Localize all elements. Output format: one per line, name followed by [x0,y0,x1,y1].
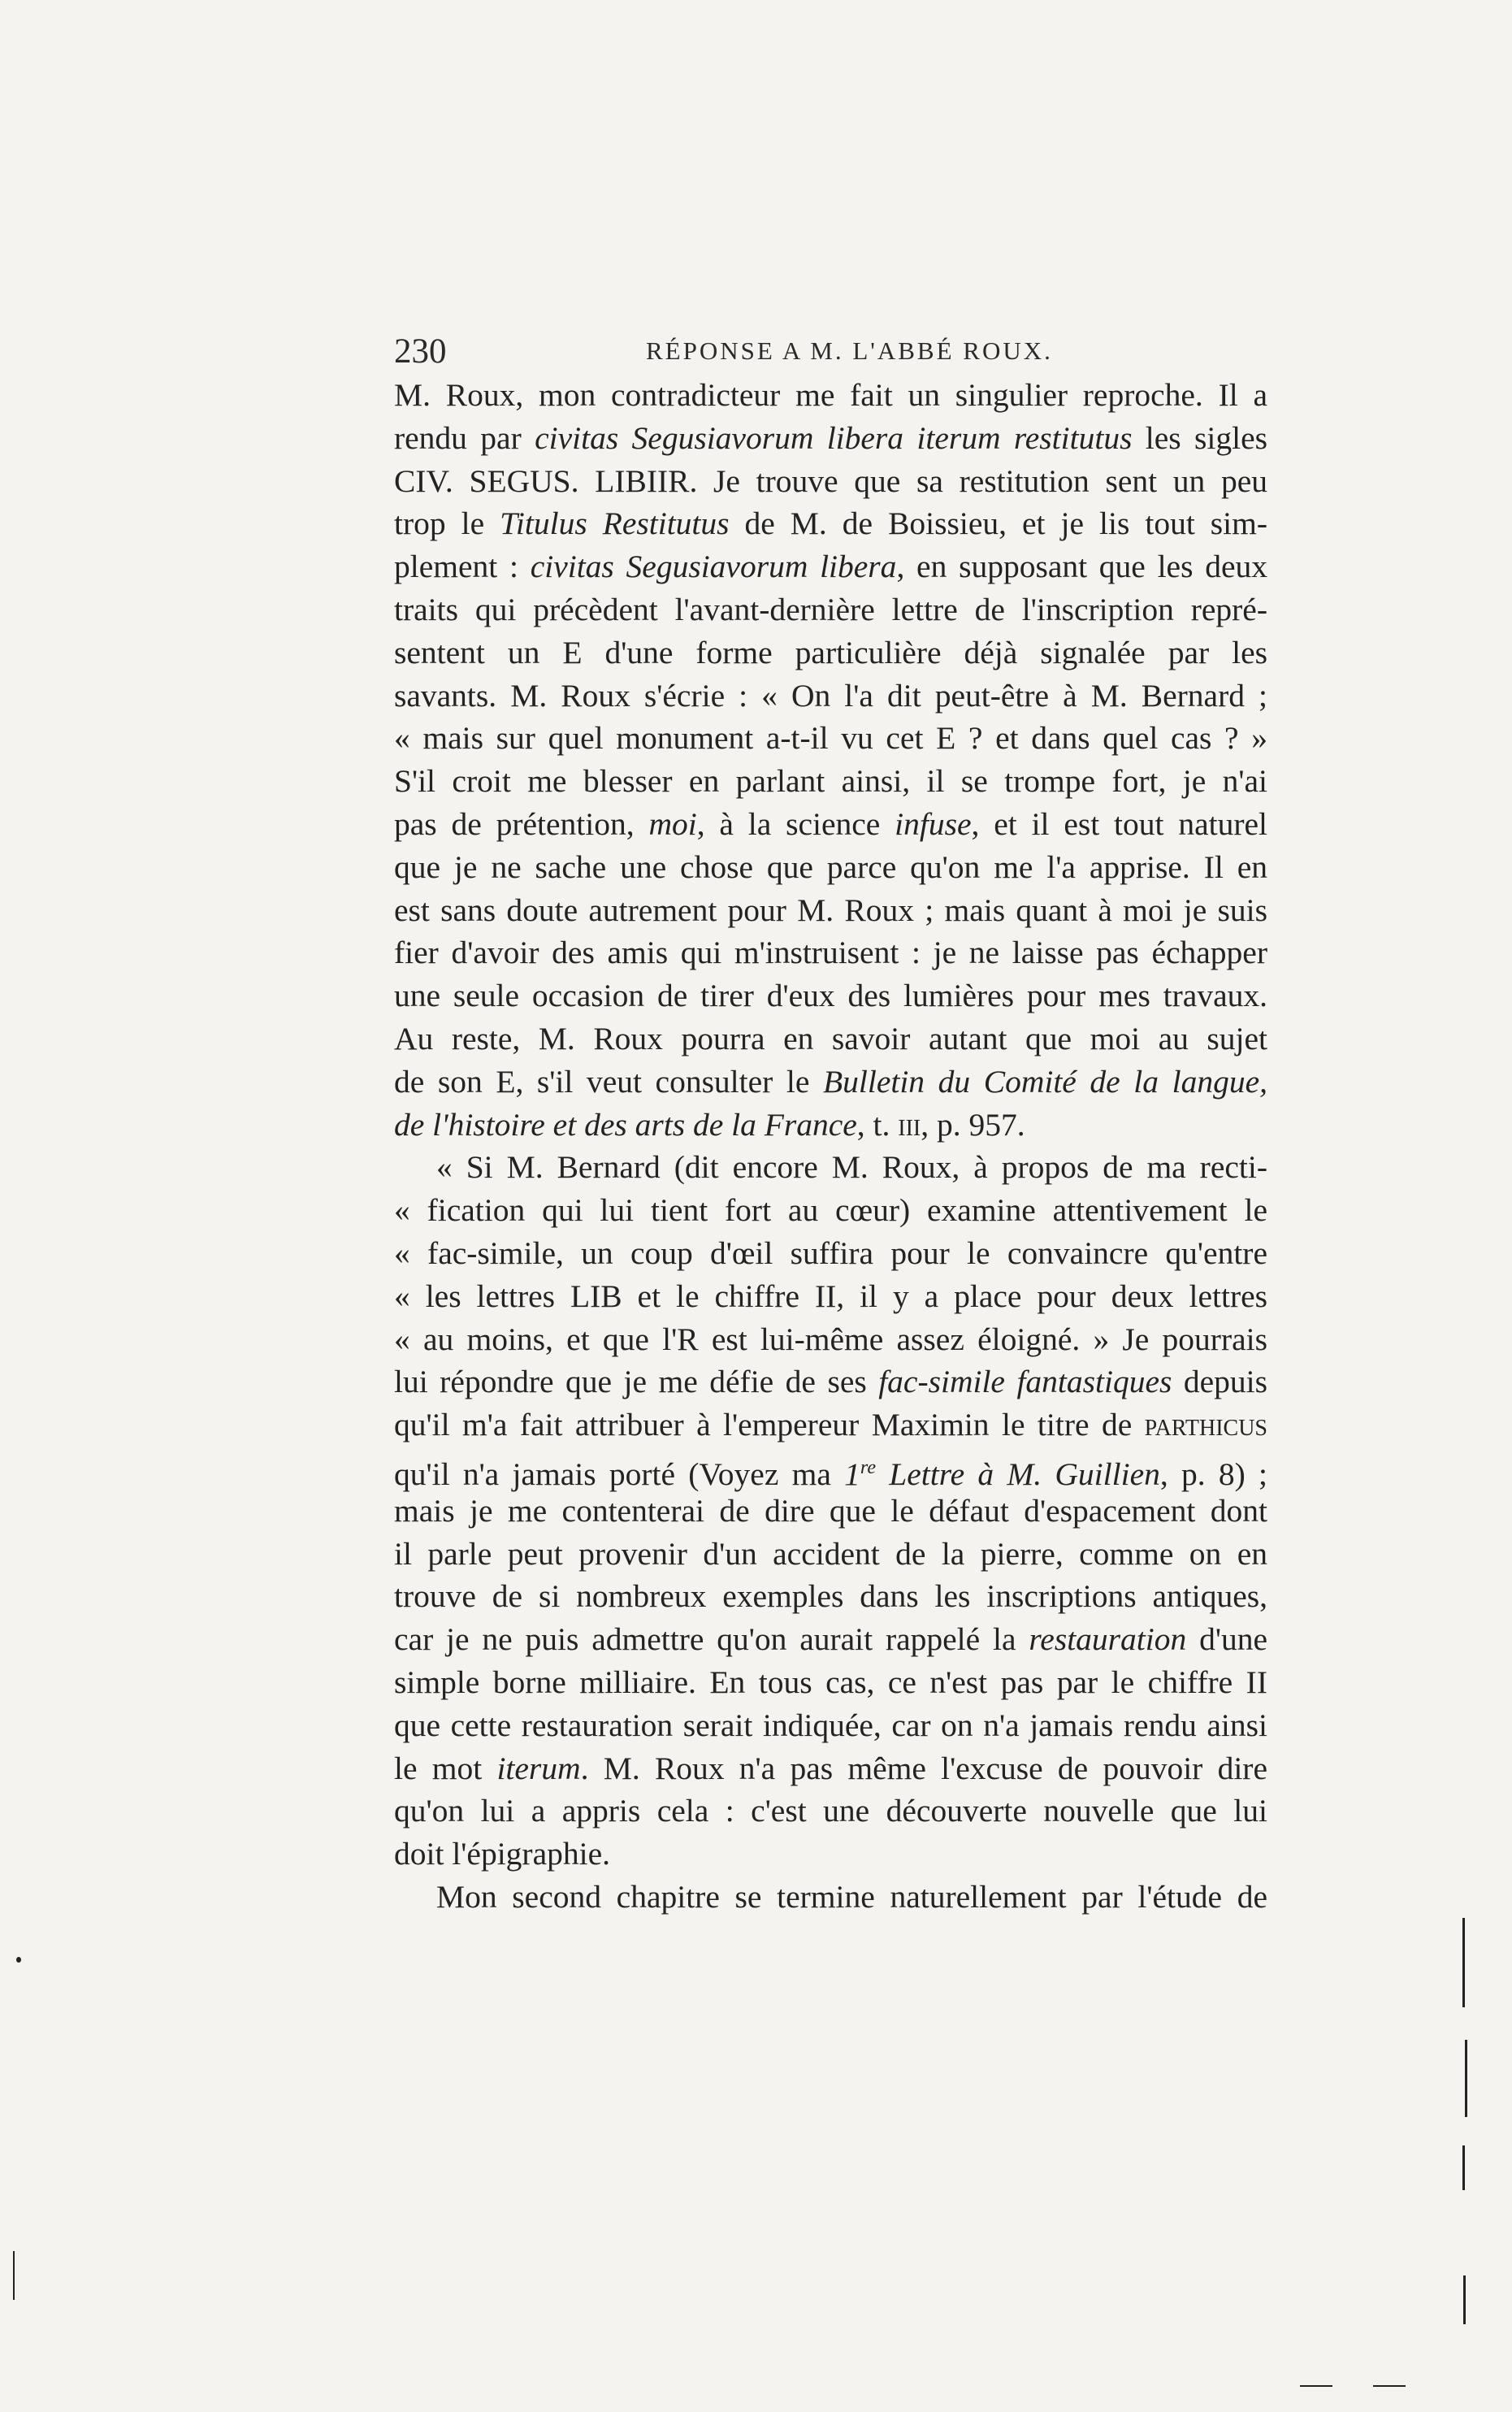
text-line [394,1533,1267,1576]
text-line [394,1490,1267,1533]
text-segment: de l'histoire et des arts de la France [394,1106,857,1143]
running-title: RÉPONSE A M. L'ABBÉ ROUX. [646,336,1053,365]
scan-dash [1300,2385,1332,2387]
text-segment: les sigles [1132,419,1268,456]
text-segment: civitas Segusiavorum libera iterum restitutus [535,419,1133,456]
text-segment: il parle peut provenir d'un accident de la pierre, comme on en [394,1535,1267,1572]
text-line [394,588,1267,631]
text-line [394,803,1267,846]
text-segment: qu'on lui a appris cela : c'est une découverte nouvelle que lui [394,1793,1267,1829]
text-line [394,675,1267,718]
text-line [394,1318,1267,1361]
text-line [394,1275,1267,1318]
text-line [394,1704,1267,1747]
text-segment: une seule occasion de tirer d'eux des lumières pour mes travaux. [394,978,1267,1014]
text-segment: . M. Roux n'a pas même l'excuse de pouvoir dire [580,1750,1267,1786]
text-segment: 1 [844,1456,860,1493]
text-segment: car je ne puis admettre qu'on aurait rappelé la [394,1621,1029,1658]
text-segment: rendu par [394,419,535,456]
text-segment: est sans doute autrement pour M. Roux ; mais quant à moi je suis [394,891,1267,928]
text-line [394,1232,1267,1275]
text-segment: infuse [895,805,972,842]
text-segment: trop le [394,505,500,542]
text-segment: pas de prétention, [394,805,649,842]
text-segment: re [860,1456,876,1478]
scan-dash [1373,2385,1406,2387]
text-segment: restauration [1029,1621,1187,1658]
text-segment: , t. [856,1106,899,1143]
text-line [394,1876,1267,1919]
text-segment: lui répondre que je me défie de ses [394,1364,879,1400]
text-line [394,1146,1267,1189]
text-line [394,1618,1267,1661]
text-line [394,1447,1267,1493]
page-header [394,332,1276,372]
text-line [394,1575,1267,1618]
text-segment: qu'il m'a fait attribuer à l'empereur Maximin le titre de [394,1407,1145,1443]
text-line [394,374,1267,417]
text-segment: parthicus [1144,1407,1267,1443]
text-segment: doit l'épigraphie. [394,1836,610,1872]
text-segment: Mon second chapitre se termine naturellement par l'étude de [436,1878,1267,1915]
text-segment: , et il est tout naturel [971,805,1268,842]
text-segment: S'il croit me blesser en parlant ainsi, il se trompe fort, je n'ai [394,763,1267,800]
scan-dot [16,1957,21,1963]
text-segment: « mais sur quel monument a-t-il vu cet E ? et dans quel cas ? » [394,720,1267,757]
text-line [394,889,1267,932]
text-segment: simple borne milliaire. En tous cas, ce n'est pas par le chiffre II [394,1664,1267,1700]
text-segment: que cette restauration serait indiquée, car on n'a jamais rendu ainsi [394,1707,1267,1743]
text-segment: , p. 8) ; [1159,1456,1267,1493]
text-line [394,974,1267,1017]
text-segment: de M. de Boissieu, et je lis tout sim- [729,505,1268,542]
scan-edge-line [1463,2275,1466,2324]
text-segment: iii [898,1106,921,1143]
text-segment: « au moins, et que l'R est lui-même assez éloigné. » Je pourrais [394,1321,1267,1357]
text-line [394,717,1267,760]
text-line [394,1189,1267,1232]
text-segment: Bulletin du Comité de la langue, [823,1063,1267,1100]
scan-edge-line [1462,2145,1465,2190]
text-line [394,545,1267,588]
text-segment: sentent un E d'une forme particulière déjà signalée par les [394,634,1267,670]
body-text [394,374,1267,1919]
text-line [394,1789,1267,1833]
text-segment: M. Roux, mon contradicteur me fait un singulier reproche. Il a [394,377,1267,413]
text-segment: iterum [496,1750,581,1786]
text-line [394,631,1267,675]
text-line [394,1104,1267,1147]
text-line [394,460,1267,503]
text-segment: de son E, s'il veut consulter le [394,1063,823,1100]
text-segment: « les lettres LIB et le chiffre II, il y a place pour deux lettres [394,1278,1267,1314]
text-line [394,1833,1267,1876]
text-segment: qu'il n'a jamais porté (Voyez ma [394,1456,845,1493]
page-number: 230 [394,332,447,371]
text-segment: Lettre à M. Guillien [876,1456,1160,1493]
text-segment: que je ne sache une chose que parce qu'on me l'a apprise. Il en [394,848,1267,885]
text-segment: , à la science [696,805,895,842]
text-line [394,1360,1267,1403]
text-line [394,417,1267,460]
text-segment: Au reste, M. Roux pourra en savoir autant que moi au sujet [394,1020,1267,1056]
text-segment: « fication qui lui tient fort au cœur) examine attentivement le [394,1192,1267,1229]
text-segment: Titulus Restitutus [500,505,730,542]
text-line [394,1017,1267,1061]
text-segment: savants. M. Roux s'écrie : « On l'a dit peut-être à M. Bernard ; [394,677,1267,714]
text-segment: , p. 957. [921,1106,1025,1143]
text-segment: civitas Segusiavorum libera [530,549,897,585]
text-line [394,846,1267,889]
text-line [394,1061,1267,1104]
text-segment: CIV. SEGUS. LIBIIR. Je trouve que sa restitution sent un peu [394,462,1267,499]
scan-edge-line [13,2251,15,2300]
text-segment: fier d'avoir des amis qui m'instruisent : je ne laisse pas échapper [394,935,1267,971]
text-segment: le mot [394,1750,497,1786]
text-line [394,760,1267,803]
text-segment: traits qui précèdent l'avant-dernière lettre de l'inscription repré- [394,591,1267,627]
text-line [394,1747,1267,1790]
text-segment: fac-simile fantastiques [878,1364,1172,1400]
text-segment: plement : [394,549,531,585]
text-line [394,1403,1267,1447]
text-line [394,931,1267,974]
scan-edge-line [1465,2040,1467,2117]
text-line [394,1661,1267,1704]
text-segment: « fac-simile, un coup d'œil suffira pour le convaincre qu'entre [394,1234,1267,1271]
text-segment: moi [648,805,697,842]
text-segment: trouve de si nombreux exemples dans les inscriptions antiques, [394,1578,1267,1615]
text-segment: depuis [1172,1364,1267,1400]
text-segment: mais je me contenterai de dire que le défaut d'espacement dont [394,1492,1267,1529]
text-line [394,502,1267,545]
text-segment: d'une [1186,1621,1267,1658]
scan-edge-line [1462,1918,1465,2007]
text-segment: « Si M. Bernard (dit encore M. Roux, à propos de ma recti- [436,1149,1267,1186]
text-segment: , en supposant que les deux [896,549,1267,585]
